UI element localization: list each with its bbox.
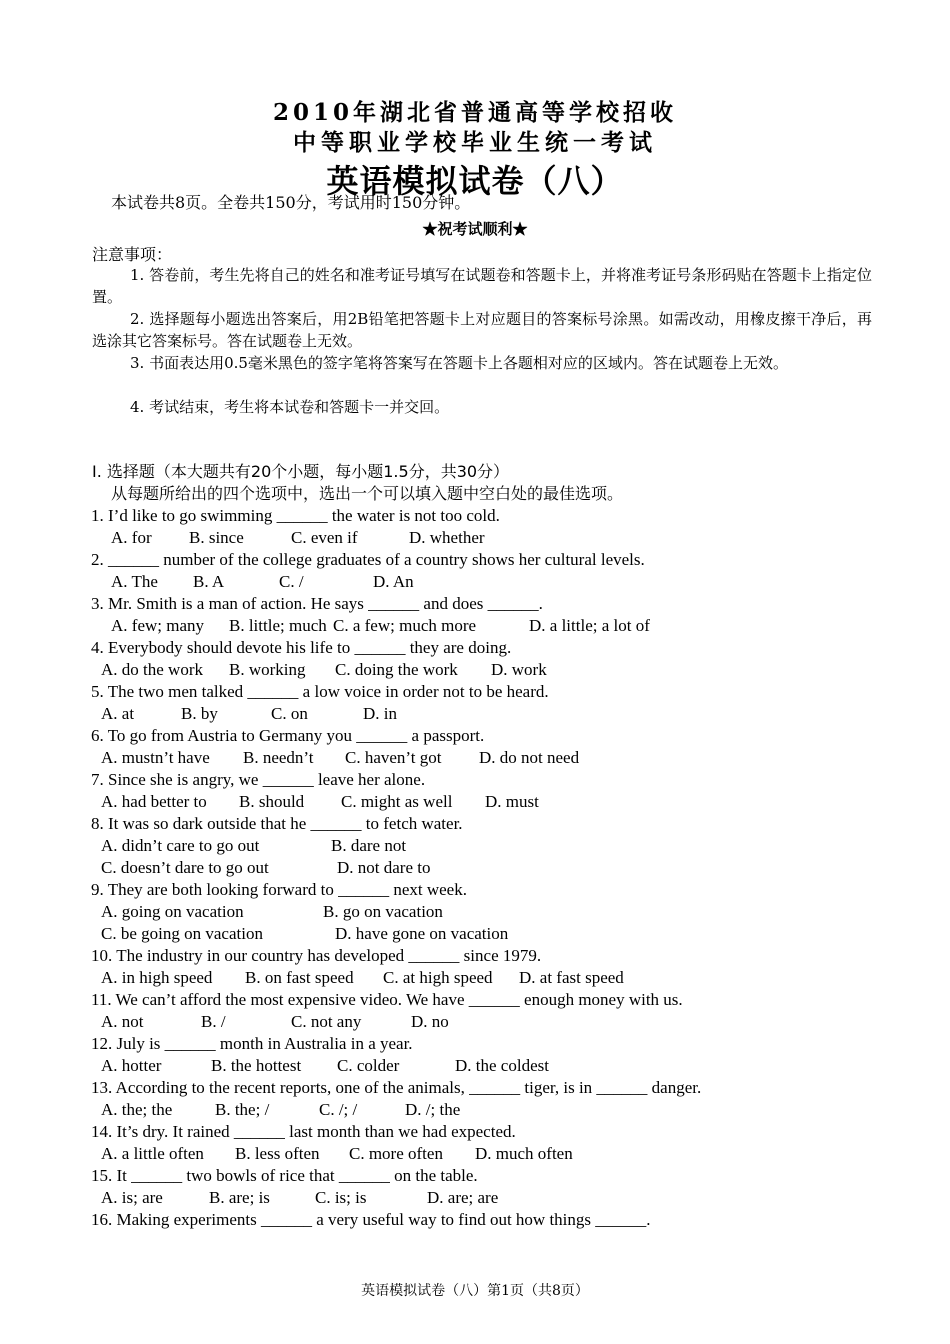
option-b: B. go on vacation xyxy=(323,902,443,921)
title-line-2: 中等职业学校毕业生统一考试 xyxy=(293,129,657,156)
option-c: C. is; is xyxy=(315,1188,367,1207)
section-instruction: 从每题所给出的四个选项中，选出一个可以填入题中空白处的最佳选项。 xyxy=(111,484,624,503)
option-b: B. little; much xyxy=(229,616,327,635)
option-b: B. since xyxy=(189,528,244,547)
question-stem: 4. Everybody should devote his life to ______ they are doing. xyxy=(91,638,512,657)
option-c: C. on xyxy=(271,704,308,723)
exam-intro: 本试卷共8页。全卷共150分，考试用时150分钟。 xyxy=(111,193,471,212)
options-row xyxy=(91,659,891,681)
option-c: C. / xyxy=(279,572,304,591)
option-a: A. for xyxy=(111,528,152,547)
option-c: C. /; / xyxy=(319,1100,358,1119)
options-row xyxy=(91,967,891,989)
options-row xyxy=(91,901,891,923)
option-d: D. /; the xyxy=(405,1100,461,1119)
option-c: C. haven’t got xyxy=(345,748,442,767)
options-row xyxy=(91,791,891,813)
option-d: D. work xyxy=(491,660,547,679)
option-a: A. at xyxy=(101,704,135,723)
option-c: C. a few; much more xyxy=(333,616,477,635)
option-d: D. are; are xyxy=(427,1188,499,1207)
option-b: B. dare not xyxy=(331,836,407,855)
option-c: C. at high speed xyxy=(383,968,493,987)
option-d: D. must xyxy=(485,792,539,811)
option-b: B. on fast speed xyxy=(245,968,354,987)
question-stem: 9. They are both looking forward to ______ next week. xyxy=(91,880,467,899)
option-b: B. the; / xyxy=(215,1100,270,1119)
options-row xyxy=(91,703,891,725)
options-row xyxy=(91,1143,891,1165)
options-row xyxy=(91,1187,891,1209)
question-stem: 3. Mr. Smith is a man of action. He says ______ and does ______. xyxy=(91,594,543,613)
options-row xyxy=(91,527,891,549)
question-stem: 1. I’d like to go swimming ______ the water is not too cold. xyxy=(91,506,500,525)
option-a: A. hotter xyxy=(101,1056,162,1075)
question-stem: 11. We can’t afford the most expensive video. We have ______ enough money with us. xyxy=(91,990,683,1009)
option-c: C. even if xyxy=(291,528,358,547)
option-d: D. the coldest xyxy=(455,1056,549,1075)
option-a: A. had better to xyxy=(101,792,207,811)
option-b: B. needn’t xyxy=(243,748,314,767)
option-c: C. be going on vacation xyxy=(101,924,263,943)
note-item-2: 2. 选择题每小题选出答案后，用2B铅笔把答题卡上对应题目的答案标号涂黑。如需改动，用橡皮擦干净后，再选涂其它答案标号。答在试题卷上无效。 xyxy=(92,310,872,350)
option-d: D. in xyxy=(363,704,397,723)
options-row xyxy=(91,571,891,593)
option-d: D. no xyxy=(411,1012,449,1031)
option-c: C. not any xyxy=(291,1012,362,1031)
option-d: D. at fast speed xyxy=(519,968,624,987)
option-c: C. might as well xyxy=(341,792,453,811)
option-c: C. doing the work xyxy=(335,660,458,679)
option-a: A. not xyxy=(101,1012,144,1031)
exam-title: 英语模拟试卷（八） xyxy=(326,162,624,200)
option-a: A. The xyxy=(111,572,158,591)
option-b: B. working xyxy=(229,660,306,679)
question-stem: 14. It’s dry. It rained ______ last month than we had expected. xyxy=(91,1122,516,1141)
option-b: B. by xyxy=(181,704,218,723)
option-d: D. not dare to xyxy=(337,858,431,877)
question-stem: 10. The industry in our country has developed ______ since 1979. xyxy=(91,946,542,965)
option-d: D. much often xyxy=(475,1144,573,1163)
question-stem: 6. To go from Austria to Germany you ______ a passport. xyxy=(91,726,485,745)
option-b: B. / xyxy=(201,1012,226,1031)
question-stem: 12. July is ______ month in Australia in a year. xyxy=(91,1034,413,1053)
options-row xyxy=(91,923,891,945)
option-b: B. should xyxy=(239,792,305,811)
option-a: A. is; are xyxy=(101,1188,163,1207)
options-row xyxy=(91,857,891,879)
option-c: C. more often xyxy=(349,1144,443,1163)
option-c: C. colder xyxy=(337,1056,400,1075)
options-row xyxy=(91,615,891,637)
question-stem: 16. Making experiments ______ a very useful way to find out how things ______. xyxy=(91,1210,651,1229)
question-stem: 15. It ______ two bowls of rice that ______ on the table. xyxy=(91,1166,478,1185)
option-d: D. do not need xyxy=(479,748,580,767)
note-item-4: 4. 考试结束，考生将本试卷和答题卡一并交回。 xyxy=(130,398,450,416)
note-item-1: 1. 答卷前，考生先将自己的姓名和准考证号填写在试题卷和答题卡上，并将准考证号条形码贴在答题卡上指定位置。 xyxy=(92,266,872,306)
page-footer: 英语模拟试卷（八）第1页（共8页） xyxy=(361,1283,589,1299)
option-a: A. the; the xyxy=(101,1100,173,1119)
options-row xyxy=(91,1055,891,1077)
question-stem: 13. According to the recent reports, one of the animals, ______ tiger, is in ______ danger. xyxy=(91,1078,702,1097)
option-a: A. a little often xyxy=(101,1144,204,1163)
question-stem: 2. ______ number of the college graduates of a country shows her cultural levels. xyxy=(91,550,645,569)
option-a: A. few; many xyxy=(111,616,205,635)
note-item-3: 3. 书面表达用0.5毫米黑色的签字笔将答案写在答题卡上各题相对应的区域内。答在试题卷上无效。 xyxy=(130,354,788,372)
notes-title: 注意事项： xyxy=(92,245,173,264)
option-a: A. mustn’t have xyxy=(101,748,210,767)
options-row xyxy=(91,835,891,857)
option-b: B. the hottest xyxy=(211,1056,302,1075)
option-a: A. going on vacation xyxy=(101,902,244,921)
option-b: B. are; is xyxy=(209,1188,270,1207)
options-row xyxy=(91,1099,891,1121)
option-a: A. in high speed xyxy=(101,968,213,987)
options-row xyxy=(91,747,891,769)
option-d: D. a little; a lot of xyxy=(529,616,650,635)
section-heading: I. 选择题（本大题共有20个小题，每小题1.5分，共30分） xyxy=(92,462,510,481)
option-d: D. whether xyxy=(409,528,485,547)
blessing-text: ★祝考试顺利★ xyxy=(422,220,528,238)
option-b: B. A xyxy=(193,572,225,591)
question-list xyxy=(91,505,891,1231)
option-b: B. less often xyxy=(235,1144,320,1163)
option-d: D. An xyxy=(373,572,414,591)
option-a: A. do the work xyxy=(101,660,203,679)
options-row xyxy=(91,1011,891,1033)
question-stem: 8. It was so dark outside that he ______ to fetch water. xyxy=(91,814,463,833)
question-stem: 5. The two men talked ______ a low voice in order not to be heard. xyxy=(91,682,549,701)
option-d: D. have gone on vacation xyxy=(335,924,509,943)
title-line-1: 2010年湖北省普通高等学校招收 xyxy=(272,99,677,126)
option-c: C. doesn’t dare to go out xyxy=(101,858,269,877)
option-a: A. didn’t care to go out xyxy=(101,836,260,855)
question-stem: 7. Since she is angry, we ______ leave her alone. xyxy=(91,770,426,789)
